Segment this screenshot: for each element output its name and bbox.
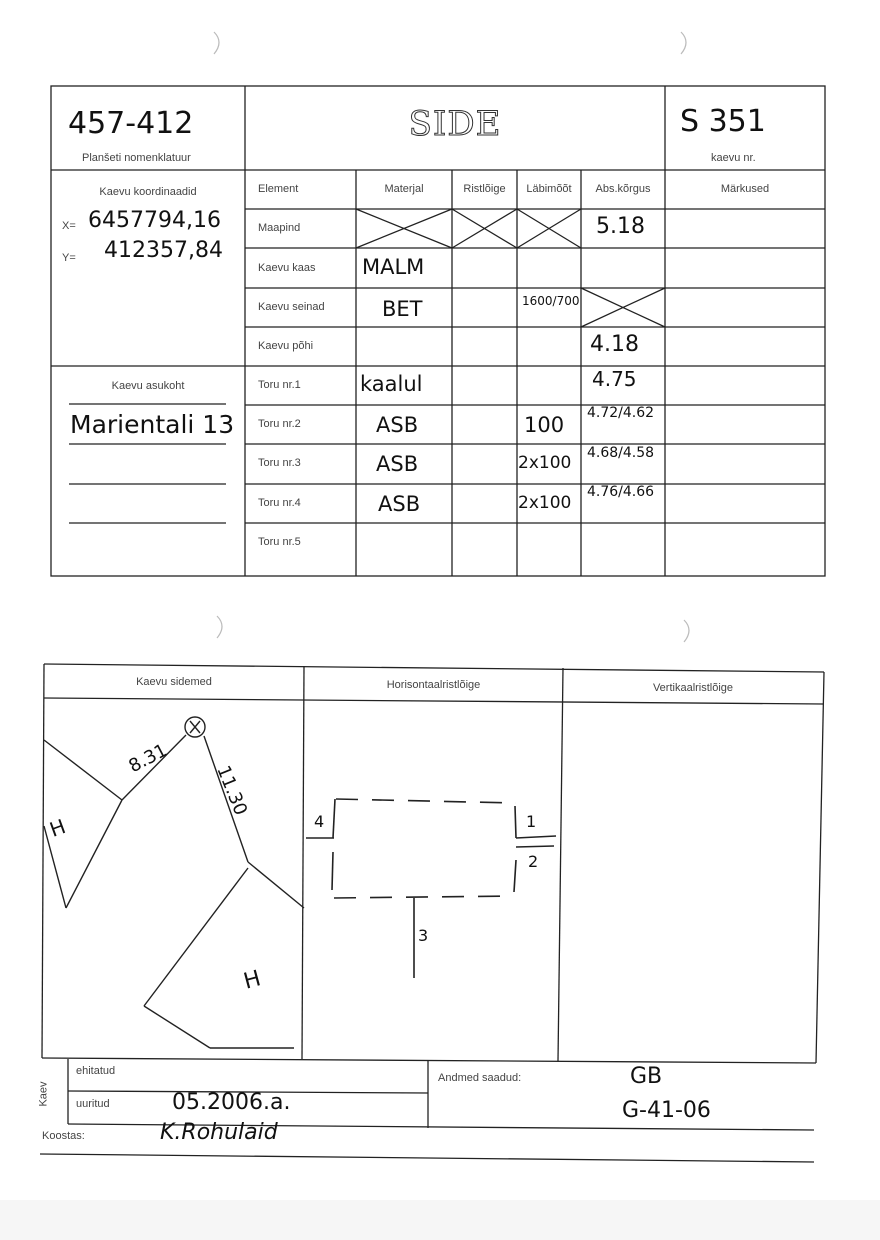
data-source-label: Andmed saadud: [438, 1072, 522, 1084]
well-side-label: Kaev [37, 1081, 50, 1107]
material-walls: BET [382, 297, 423, 321]
abs-height-bottom: 4.18 [590, 332, 639, 357]
row-label-pipe-5: Toru nr.5 [258, 536, 301, 548]
x-prefix: X= [62, 220, 76, 232]
pipe-label-2: 2 [528, 852, 539, 871]
coordinates-label: Kaevu koordinaadid [99, 186, 197, 198]
horizontal-section-sketch [306, 799, 556, 978]
data-source-value-1: GB [630, 1064, 663, 1089]
y-prefix: Y= [62, 252, 76, 264]
building-mark-1: H [46, 814, 69, 842]
material-pipe-3: ASB [376, 452, 419, 476]
row-label-pipe-2: Toru nr.2 [258, 418, 301, 430]
row-label-ground: Maapind [258, 222, 301, 234]
diameter-pipe-2: 100 [524, 413, 565, 437]
diameter-walls: 1600/700 [522, 294, 580, 308]
data-source-value-2: G-41-06 [622, 1098, 711, 1123]
y-coordinate-value: 412357,84 [104, 238, 223, 263]
col-header-notes: Märkused [720, 183, 770, 195]
distance-label-2: 11.30 [212, 762, 252, 819]
x-coordinate-value: 6457794,16 [88, 208, 221, 233]
diameter-pipe-4: 2x100 [518, 493, 572, 513]
scan-edge [0, 1200, 880, 1240]
distance-label-1: 8.31 [125, 739, 171, 778]
row-label-walls: Kaevu seinad [258, 301, 325, 313]
pipe-label-4: 4 [314, 812, 325, 831]
connections-sketch [44, 717, 304, 1048]
surveyed-label: uuritud [76, 1098, 110, 1110]
compiled-signature: K.Rohulaid [160, 1120, 278, 1145]
material-pipe-4: ASB [378, 492, 421, 516]
page-title: SIDE [408, 104, 502, 144]
well-number-label: kaevu nr. [711, 152, 756, 164]
col-header-diameter: Läbimõõt [526, 183, 572, 195]
abs-height-pipe-1: 4.75 [592, 367, 637, 391]
row-label-bottom: Kaevu põhi [258, 340, 314, 352]
diameter-pipe-3: 2x100 [518, 453, 572, 473]
material-pipe-1: kaalul [360, 372, 423, 396]
built-label: ehitatud [76, 1065, 116, 1077]
row-label-pipe-3: Toru nr.3 [258, 457, 301, 469]
material-lid: MALM [362, 255, 425, 279]
horizontal-section-label: Horisontaalristlõige [386, 679, 481, 691]
abs-height-pipe-4: 4.76/4.66 [587, 484, 655, 500]
col-header-cross-section: Ristlõige [463, 183, 506, 195]
building-mark-2: H [241, 966, 264, 995]
row-label-pipe-1: Toru nr.1 [258, 379, 301, 391]
abs-height-pipe-3: 4.68/4.58 [587, 445, 655, 461]
row-label-pipe-4: Toru nr.4 [258, 497, 301, 509]
abs-height-ground: 5.18 [596, 214, 645, 239]
nomenclature-value: 457-412 [68, 106, 194, 141]
well-number-value: S 351 [680, 104, 766, 139]
pipe-label-3: 3 [418, 926, 429, 945]
pipe-label-1: 1 [526, 812, 537, 831]
col-header-material: Materjal [384, 183, 424, 195]
surveyed-value: 05.2006.a. [172, 1090, 291, 1115]
location-value: Marientali 13 [70, 410, 235, 439]
location-label: Kaevu asukoht [111, 380, 185, 392]
col-header-element: Element [258, 183, 299, 195]
nomenclature-label: Planšeti nomenklatuur [82, 152, 191, 164]
row-label-lid: Kaevu kaas [258, 262, 316, 274]
col-header-abs-height: Abs.kõrgus [595, 183, 651, 195]
material-pipe-2: ASB [376, 413, 419, 437]
compiled-label: Koostas: [42, 1130, 85, 1142]
abs-height-pipe-2: 4.72/4.62 [587, 405, 655, 421]
vertical-section-label: Vertikaalristlõige [652, 682, 734, 694]
connections-label: Kaevu sidemed [136, 676, 212, 688]
